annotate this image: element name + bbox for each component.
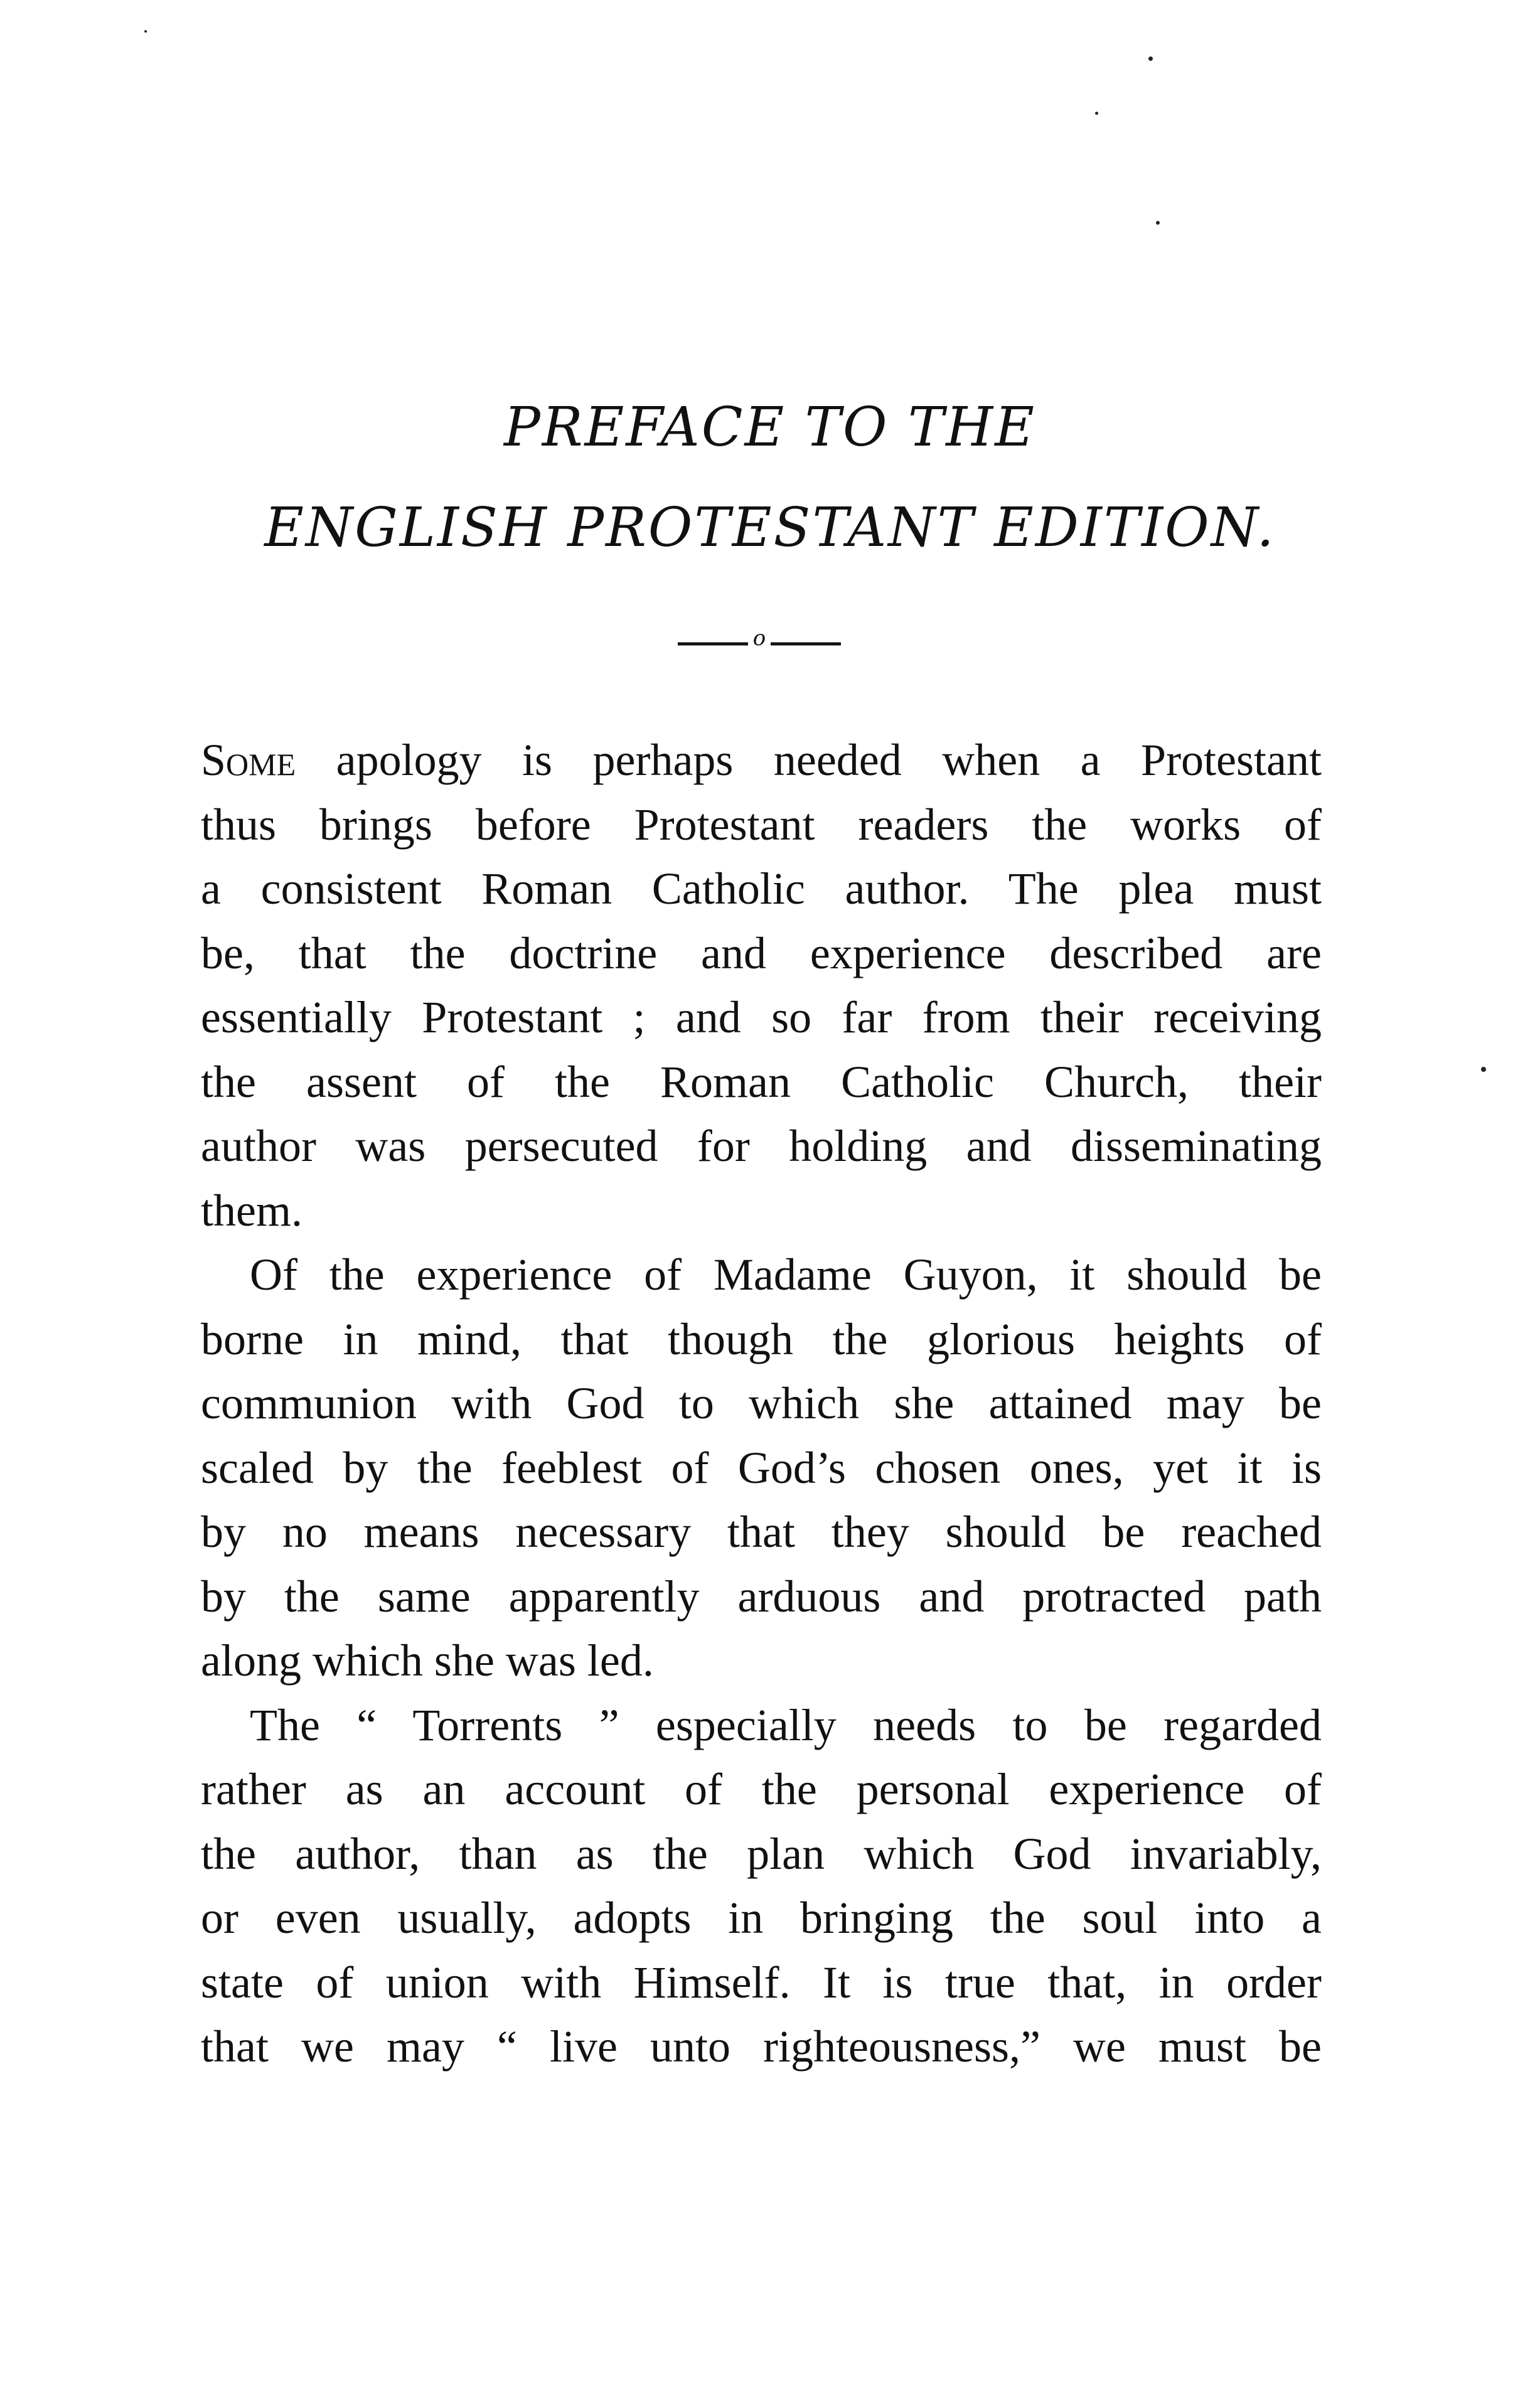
text-line: be, that the doctrine and experience described are [201,928,1322,978]
text-line: that we may “ live unto righteousness,” we must be [201,2021,1322,2072]
scan-speck [1156,221,1160,225]
text-line: the assent of the Roman Catholic Church, their [201,1056,1322,1107]
text-line: a consistent Roman Catholic author. The plea must [201,864,1322,914]
scan-speck [144,30,147,33]
text-line: by no means necessary that they should be reached [201,1507,1322,1557]
text-line: author was persecuted for holding and disseminating [201,1121,1322,1171]
text-line-content: apology is perhaps needed when a Protestant [296,735,1322,785]
scan-speck [1095,112,1098,115]
text-line: essentially Protestant ; and so far from their receiving [201,992,1322,1042]
text-line: the author, than as the plan which God invariably, [201,1828,1322,1879]
page-title-line-1: PREFACE TO THE [504,396,1036,459]
text-line: scaled by the feeblest of God’s chosen ones, yet it is [201,1442,1322,1493]
text-line: The “ Torrents ” especially needs to be regarded [250,1699,1322,1750]
ornament-symbol: o [752,628,766,651]
text-line: Of the experience of Madame Guyon, it should be [250,1249,1322,1300]
text-line: thus brings before Protestant readers the works of [201,799,1322,850]
text-line: by the same apparently arduous and protracted path [201,1571,1322,1622]
text-line: or even usually, adopts in bringing the soul into a [201,1893,1322,1943]
text-line [201,728,1322,793]
text-line: along which she was led. [201,1635,654,1686]
text-line: borne in mind, that though the glorious heights of [201,1313,1322,1364]
dropcap-word: Some [201,735,296,785]
scan-speck [1481,1067,1486,1072]
preface-body [201,728,1322,2079]
text-line: rather as an account of the personal experience of [201,1764,1322,1814]
text-line: them. [201,1185,302,1236]
title-separator-ornament [665,628,853,653]
page-title-line-2: ENGLISH PROTESTANT EDITION. [264,496,1276,559]
text-line: state of union with Himself. It is true that, in order [201,1957,1322,2008]
scan-speck [1148,56,1153,61]
text-line: communion with God to which she attained may be [201,1378,1322,1428]
